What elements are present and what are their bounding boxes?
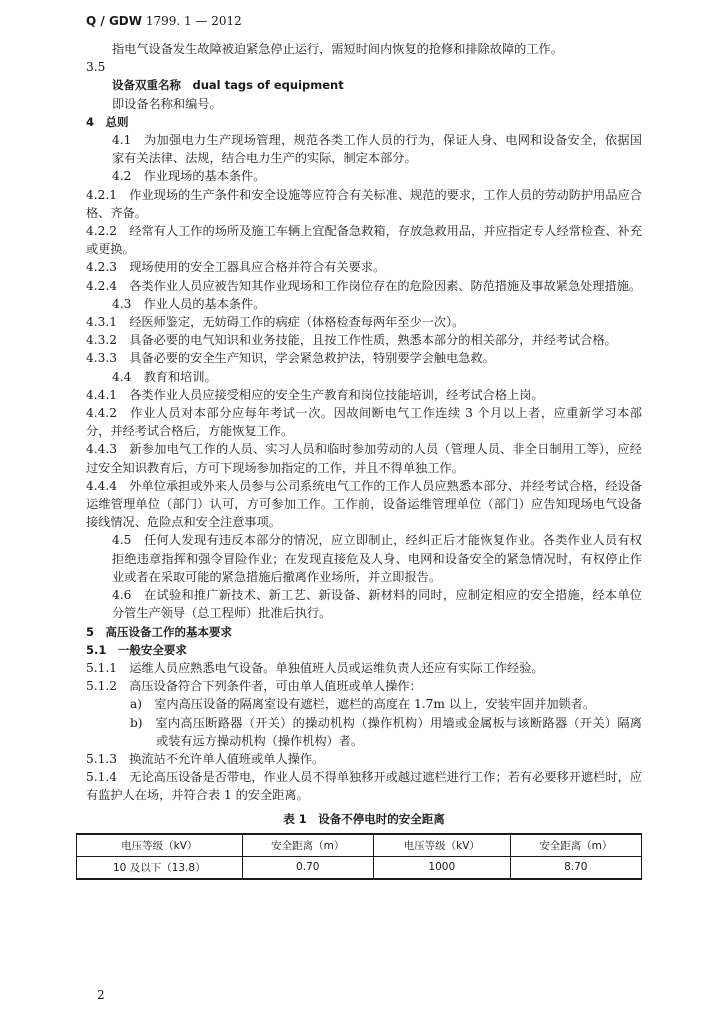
page-header	[86, 14, 242, 28]
paragraph: 4.3.2 具备必要的电气知识和业务技能，且按工作性质，熟悉本部分的相关部分，并经考试合格。	[86, 333, 617, 348]
standard-code: Q / GDW	[86, 14, 142, 28]
paragraph: 4.5 任何人发现有违反本部分的情况，应立即制止，经纠正后才能恢复作业。各类作业人员有权拒绝违章指挥和强令冒险作业；在发现直接危及人身、电网和设备安全的紧急情况时，有权停止作业或者在采取可能的紧急措施后撤离作业场所，并立即报告。	[112, 533, 642, 584]
definition-text: 指电气设备发生故障被迫紧急停止运行，需短时间内恢复的抢修和排除故障的工作。	[112, 42, 563, 56]
paragraph: 4.2.4 各类作业人员应被告知其作业现场和工作岗位存在的危险因素、防范措施及事故紧急处理措施。	[86, 278, 642, 293]
section-heading: 4 总则	[86, 114, 129, 129]
paragraph: 4.1 为加强电力生产现场管理，规范各类工作人员的行为，保证人身、电网和设备安全，依据国家有关法律、法规，结合电力生产的实际，制定本部分。	[112, 133, 642, 166]
table-cell: 8.70	[510, 856, 641, 879]
table-caption: 表 1 设备不停电时的安全距离	[283, 811, 445, 826]
paragraph: 5.1.4 无论高压设备是否带电，作业人员不得单独移开或越过遮栏进行工作；若有必要移开遮栏时，应有监护人在场，并符合表 1 的安全距离。	[86, 770, 642, 803]
table-cell: 1000	[373, 856, 510, 879]
term-title: 设备双重名称 dual tags of equipment	[112, 78, 344, 93]
table-row	[77, 856, 642, 879]
paragraph: 4.4.2 作业人员对本部分应每年考试一次。因故间断电气工作连续 3 个月以上者，应重新学习本部分，并经考试合格后，方能恢复工作。	[86, 406, 642, 439]
list-item: b) 室内高压断路器（开关）的操动机构（操作机构）用墙或金属板与该断路器（开关）隔离或装有远方操动机构（操作机构）者。	[130, 715, 642, 748]
paragraph: 4.2.1 作业现场的生产条件和安全设施等应符合有关标准、规范的要求，工作人员的劳动防护用品应合格、齐备。	[86, 187, 642, 220]
table-cell: 10 及以下（13.8）	[77, 856, 243, 879]
paragraph: 5.1.1 运维人员应熟悉电气设备。单独值班人员或运维负责人还应有实际工作经验。	[86, 660, 544, 675]
paragraph: 4.4.3 新参加电气工作的人员、实习人员和临时参加劳动的人员（管理人员、非全日制用工等），应经过安全知识教育后，方可下现场参加指定的工作，并且不得单独工作。	[86, 442, 642, 475]
paragraph: 4.4 教育和培训。	[112, 369, 217, 384]
subsection-heading: 5.1 一般安全要求	[86, 642, 187, 657]
document-body	[86, 40, 642, 880]
paragraph: 4.2 作业现场的基本条件。	[112, 169, 266, 184]
safety-distance-table	[76, 833, 642, 880]
paragraph: 4.3.3 具备必要的安全生产知识，学会紧急救护法，特别要学会触电急救。	[86, 351, 495, 366]
page-number: 2	[97, 988, 105, 1002]
clause-number: 3.5	[86, 60, 106, 75]
table-header-cell: 电压等级（kV）	[373, 834, 510, 857]
table-cell: 0.70	[242, 856, 373, 879]
paragraph: 4.2.2 经常有人工作的场所及施工车辆上宜配备急救箱，存放急救用品，并应指定专人经常检查、补充或更换。	[86, 224, 642, 257]
paragraph: 4.3.1 经医师鉴定，无妨碍工作的病症（体格检查每两年至少一次）。	[86, 315, 465, 330]
table-header-cell: 安全距离（m）	[242, 834, 373, 857]
section-heading: 5 高压设备工作的基本要求	[86, 624, 233, 639]
standard-number: 1799. 1 — 2012	[142, 14, 242, 28]
table-header-row	[77, 834, 642, 857]
definition-text: 即设备名称和编号。	[112, 96, 222, 111]
paragraph: 4.4.1 各类作业人员应接受相应的安全生产教育和岗位技能培训，经考试合格上岗。	[86, 387, 544, 402]
table-header-cell: 安全距离（m）	[510, 834, 641, 857]
paragraph: 5.1.2 高压设备符合下列条件者，可由单人值班或单人操作：	[86, 679, 422, 694]
paragraph: 4.4.4 外单位承担或外来人员参与公司系统电气工作的工作人员应熟悉本部分、并经考试合格，经设备运维管理单位（部门）认可，方可参加工作。工作前，设备运维管理单位（部门）应告知现场电气设备接线情况、危险点和安全注意事项。	[86, 478, 642, 530]
paragraph: 5.1.3 换流站不允许单人值班或单人操作。	[86, 751, 325, 766]
paragraph: 4.3 作业人员的基本条件。	[112, 296, 266, 311]
table-header-cell: 电压等级（kV）	[77, 834, 243, 857]
paragraph: 4.2.3 现场使用的安全工器具应合格并符合有关要求。	[86, 260, 386, 275]
paragraph: 4.6 在试验和推广新技术、新工艺、新设备、新材料的同时，应制定相应的安全措施，经本单位分管生产领导（总工程师）批准后执行。	[112, 588, 642, 621]
list-item: a) 室内高压设备的隔离室设有遮栏，遮栏的高度在 1.7m 以上，安装牢固并加锁者。	[130, 697, 596, 712]
